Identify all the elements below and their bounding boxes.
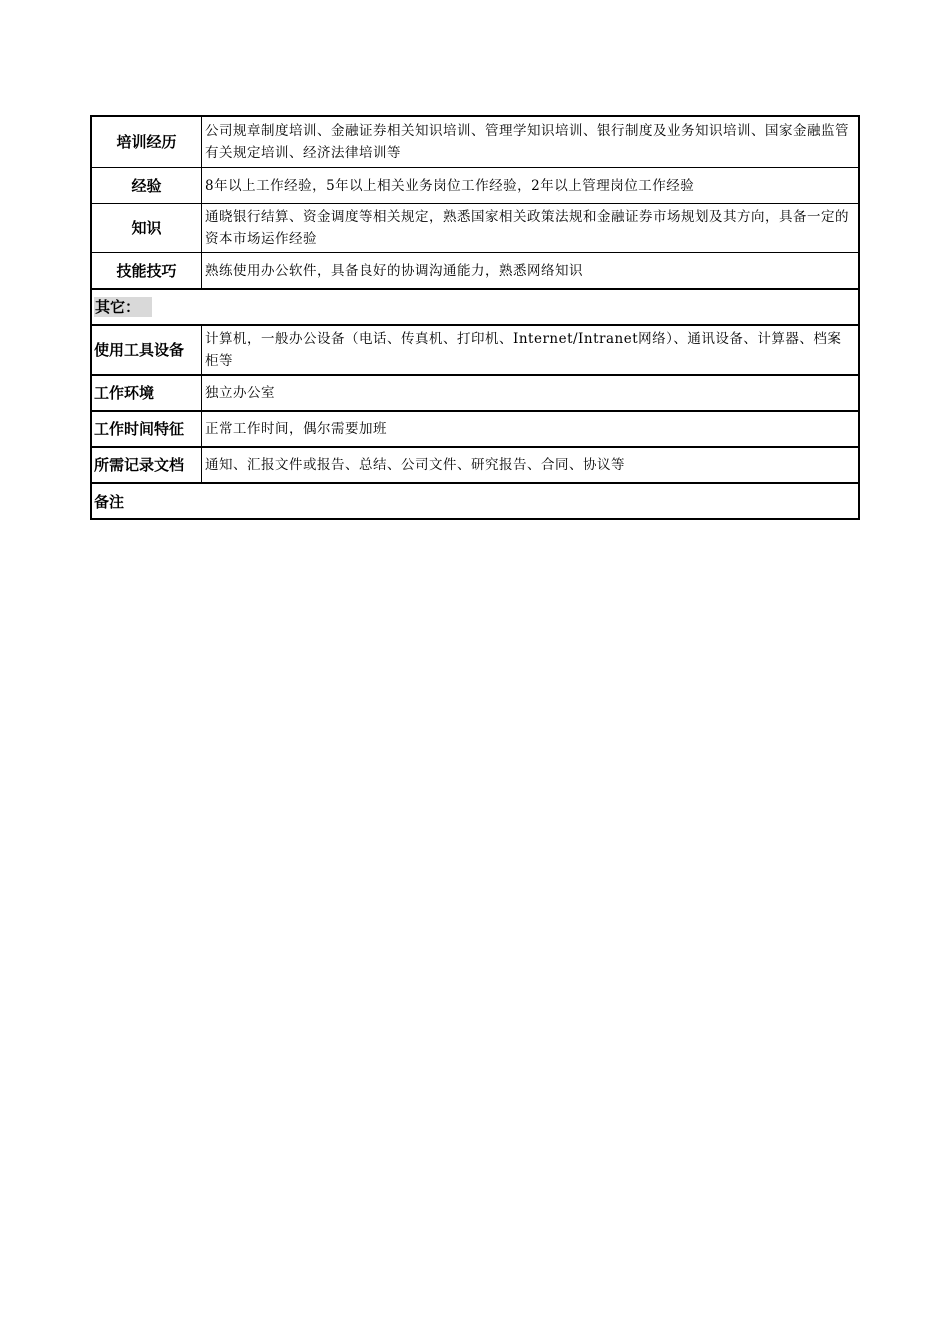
row-value-tools: 计算机，一般办公设备（电话、传真机、打印机、Internet/Intranet网络）、通讯设备、计算器、档案柜等 bbox=[205, 331, 842, 369]
section-header-notes bbox=[92, 482, 858, 518]
row-label-training: 培训经历 bbox=[92, 117, 202, 167]
table-row-training bbox=[92, 117, 858, 167]
row-label-documents: 所需记录文档 bbox=[92, 448, 202, 482]
table-row-knowledge bbox=[92, 203, 858, 252]
row-label-knowledge: 知识 bbox=[92, 204, 202, 252]
row-value-documents: 通知、汇报文件或报告、总结、公司文件、研究报告、合同、协议等 bbox=[205, 457, 625, 473]
row-label-tools: 使用工具设备 bbox=[92, 326, 202, 374]
row-value-knowledge: 通晓银行结算、资金调度等相关规定，熟悉国家相关政策法规和金融证券市场规划及其方向，具备一定的资本市场运作经验 bbox=[205, 209, 849, 247]
table-row-tools bbox=[92, 324, 858, 374]
row-label-work-time: 工作时间特征 bbox=[92, 412, 202, 446]
section-title-other: 其它： bbox=[94, 297, 152, 317]
table-row-documents bbox=[92, 446, 858, 482]
row-value-training: 公司规章制度培训、金融证券相关知识培训、管理学知识培训、银行制度及业务知识培训、国家金融监管有关规定培训、经济法律培训等 bbox=[205, 123, 849, 161]
row-value-skills: 熟练使用办公软件，具备良好的协调沟通能力，熟悉网络知识 bbox=[205, 262, 583, 279]
row-value-experience: 8年以上工作经验，5年以上相关业务岗位工作经验，2年以上管理岗位工作经验 bbox=[205, 177, 695, 194]
table-row-work-time bbox=[92, 410, 858, 446]
row-value-work-time: 正常工作时间，偶尔需要加班 bbox=[205, 421, 387, 437]
table-row-experience bbox=[92, 167, 858, 203]
section-header-other bbox=[92, 288, 858, 324]
table-row-environment bbox=[92, 374, 858, 410]
job-description-table bbox=[90, 115, 860, 520]
row-label-environment: 工作环境 bbox=[92, 376, 202, 410]
section-title-notes: 备注 bbox=[94, 492, 125, 511]
table-row-skills bbox=[92, 252, 858, 288]
row-label-experience: 经验 bbox=[92, 168, 202, 203]
row-value-environment: 独立办公室 bbox=[205, 385, 275, 401]
row-label-skills: 技能技巧 bbox=[92, 253, 202, 288]
